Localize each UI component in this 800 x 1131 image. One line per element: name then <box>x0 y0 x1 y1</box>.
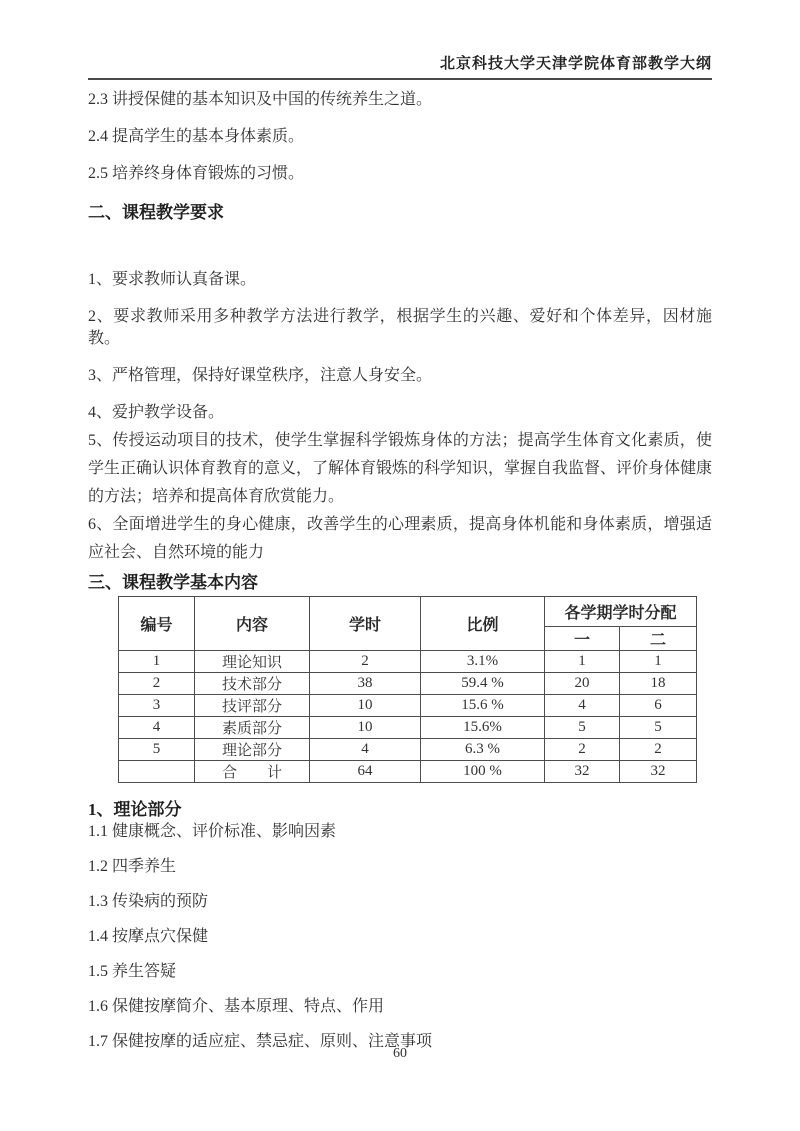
cell-no <box>119 761 195 783</box>
requirement-item: 6、全面增进学生的身心健康，改善学生的心理素质，提高身体机能和身体素质，增强适应社会、自然环境的能力 <box>88 516 712 561</box>
doc-header-title: 北京科技大学天津学院体育部教学大纲 <box>439 56 712 72</box>
intro-paragraph: 2.5 培养终身体育锻炼的习惯。 <box>88 165 305 182</box>
cell-hours: 10 <box>310 717 421 739</box>
theory-item: 1.7 保健按摩的适应症、禁忌症、原则、注意事项 <box>88 1033 433 1050</box>
hours-allocation-table <box>118 596 697 783</box>
cell-ratio: 59.4 % <box>421 673 545 695</box>
cell-content: 技术部分 <box>195 673 310 695</box>
cell-ratio: 3.1% <box>421 651 545 673</box>
cell-content: 理论部分 <box>195 739 310 761</box>
table-total-row <box>119 761 697 783</box>
table-row <box>119 695 697 717</box>
requirement-item: 5、传授运动项目的技术，使学生掌握科学锻炼身体的方法；提高学生体育文化素质，使学生正确认识体育教育的意义，了解体育锻炼的科学知识，掌握自我监督、评价身体健康的方法；培养和提高体育欣赏能力。 <box>88 432 713 505</box>
col-header-no: 编号 <box>119 597 195 651</box>
cell-sem1: 1 <box>545 651 620 673</box>
col-header-semester-1: 一 <box>545 627 620 651</box>
cell-sem2: 2 <box>620 739 697 761</box>
intro-paragraph: 2.3 讲授保健的基本知识及中国的传统养生之道。 <box>88 91 433 108</box>
table-row <box>119 673 697 695</box>
section-2-heading: 二、课程教学要求 <box>88 203 224 222</box>
col-header-semester-2: 二 <box>620 627 697 651</box>
section-3-heading: 三、课程教学基本内容 <box>88 573 258 592</box>
cell-sem2: 32 <box>620 761 697 783</box>
cell-sem2: 5 <box>620 717 697 739</box>
cell-ratio: 15.6 % <box>421 695 545 717</box>
cell-content: 技评部分 <box>195 695 310 717</box>
cell-hours: 64 <box>310 761 421 783</box>
cell-hours: 38 <box>310 673 421 695</box>
requirement-item: 3、严格管理，保持好课堂秩序，注意人身安全。 <box>88 367 433 384</box>
col-header-semester-group: 各学期学时分配 <box>545 597 697 627</box>
cell-content: 理论知识 <box>195 651 310 673</box>
cell-ratio: 100 % <box>421 761 545 783</box>
cell-hours: 10 <box>310 695 421 717</box>
cell-no: 1 <box>119 651 195 673</box>
cell-hours: 4 <box>310 739 421 761</box>
table-row <box>119 739 697 761</box>
page-number: 60 <box>393 1046 407 1061</box>
theory-item: 1.1 健康概念、评价标准、影响因素 <box>88 823 337 840</box>
requirement-item: 4、爱护教学设备。 <box>88 404 225 421</box>
cell-sem1: 20 <box>545 673 620 695</box>
cell-sem2: 18 <box>620 673 697 695</box>
cell-no: 3 <box>119 695 195 717</box>
cell-hours: 2 <box>310 651 421 673</box>
doc-header <box>88 0 712 80</box>
theory-item: 1.6 保健按摩简介、基本原理、特点、作用 <box>88 998 385 1015</box>
cell-sem2: 6 <box>620 695 697 717</box>
cell-ratio: 15.6% <box>421 717 545 739</box>
col-header-ratio: 比例 <box>421 597 545 651</box>
cell-sem1: 2 <box>545 739 620 761</box>
cell-no: 4 <box>119 717 195 739</box>
intro-paragraph: 2.4 提高学生的基本身体素质。 <box>88 128 305 145</box>
theory-item: 1.2 四季养生 <box>88 858 177 875</box>
table-header-row <box>119 597 697 627</box>
requirement-item: 1、要求教师认真备课。 <box>88 271 257 288</box>
cell-sem1: 32 <box>545 761 620 783</box>
cell-no: 2 <box>119 673 195 695</box>
cell-sem2: 1 <box>620 651 697 673</box>
cell-no: 5 <box>119 739 195 761</box>
col-header-content: 内容 <box>195 597 310 651</box>
cell-sem1: 4 <box>545 695 620 717</box>
cell-content: 素质部分 <box>195 717 310 739</box>
col-header-hours: 学时 <box>310 597 421 651</box>
cell-sem1: 5 <box>545 717 620 739</box>
theory-item: 1.5 养生答疑 <box>88 963 177 980</box>
theory-section-heading: 1、理论部分 <box>88 800 182 819</box>
cell-ratio: 6.3 % <box>421 739 545 761</box>
theory-item: 1.4 按摩点穴保健 <box>88 928 209 945</box>
table-row <box>119 651 697 673</box>
table-row <box>119 717 697 739</box>
theory-item: 1.3 传染病的预防 <box>88 893 209 910</box>
requirement-item: 2、要求教师采用多种教学方法进行教学，根据学生的兴趣、爱好和个体差异，因材施教。 <box>88 308 712 347</box>
cell-content: 合 计 <box>195 761 310 783</box>
